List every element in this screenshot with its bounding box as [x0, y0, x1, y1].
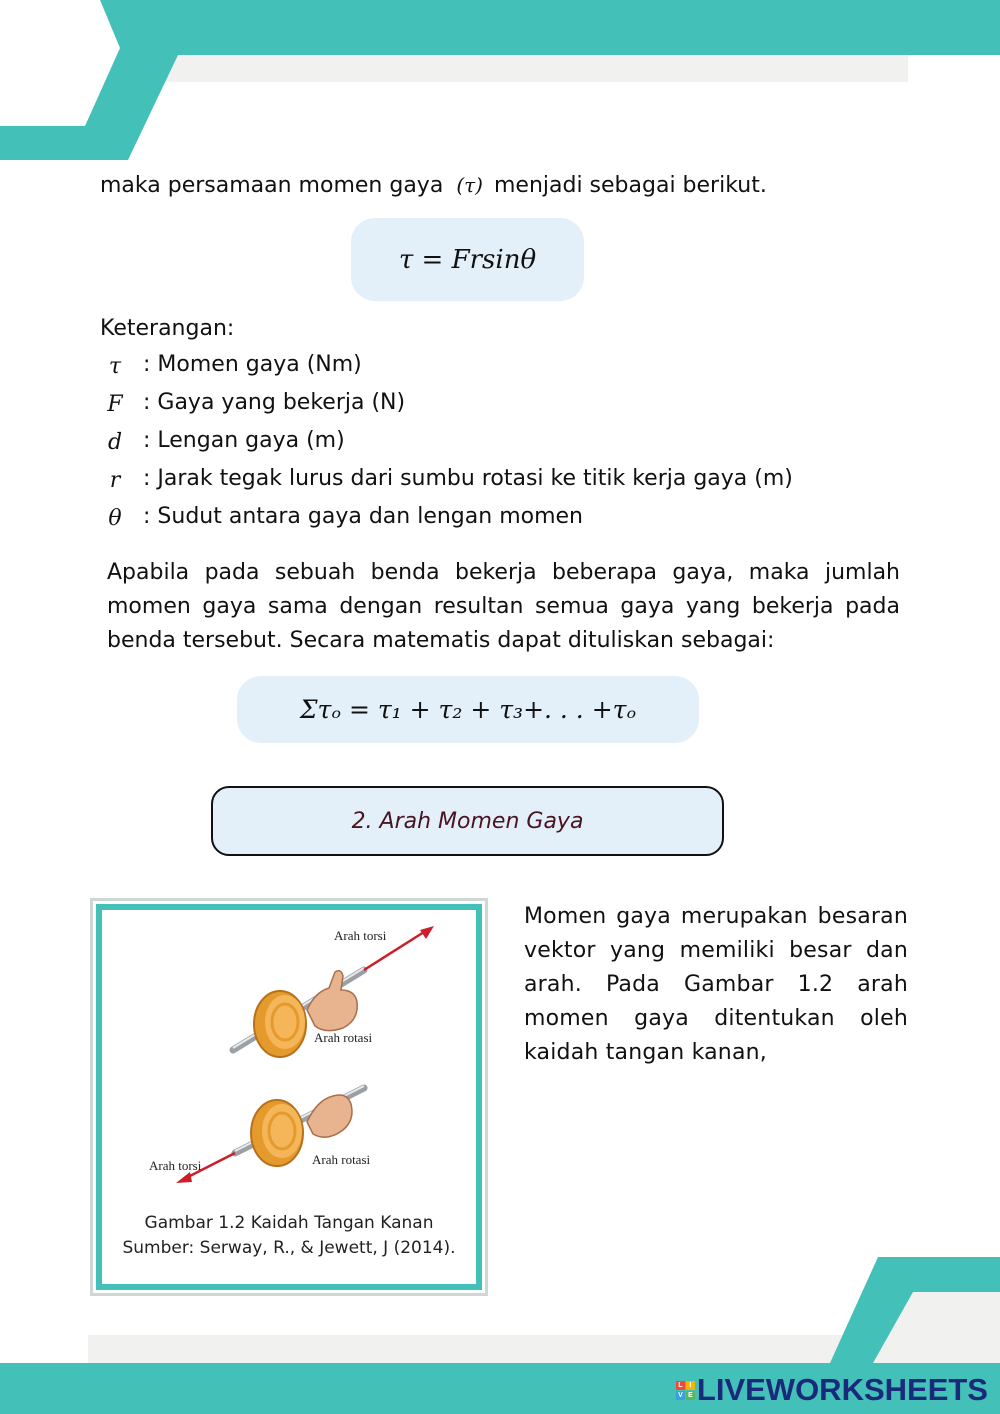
- bottom-torque-label: Arah torsi: [149, 1158, 202, 1173]
- sum-torque-formula-text: Στₒ = τ₁ + τ₂ + τ₃+. . . +τₒ: [299, 695, 637, 724]
- figure-inner: [96, 904, 482, 1290]
- right-hand-rule-illustration: [102, 910, 482, 1210]
- section-heading-text: 2. Arah Momen Gaya: [351, 808, 584, 834]
- tau-symbol: (τ): [456, 173, 483, 197]
- sum-torque-formula: [237, 676, 699, 743]
- intro-text-before: maka persamaan momen gaya: [100, 173, 444, 198]
- legend-symbol: θ: [108, 506, 122, 531]
- intro-text-after: menjadi sebagai berikut.: [493, 173, 767, 198]
- header-decoration: [0, 0, 1000, 165]
- top-torque-arrowhead: [420, 926, 434, 939]
- legend-symbol: F: [107, 392, 123, 417]
- bottom-rotation-label: Arah rotasi: [312, 1152, 371, 1167]
- logo-mark-letter: L: [676, 1381, 685, 1390]
- keterangan-title: Keterangan:: [100, 316, 235, 341]
- legend-desc: : Gaya yang bekerja (N): [143, 390, 406, 415]
- paragraph-torque-direction: Momen gaya merupakan besaran vektor yang memiliki besar dan arah. Pada Gambar 1.2 arah momen gaya ditentukan oleh kaidah tangan kanan,: [524, 904, 908, 1065]
- torque-formula-text: τ = Frsinθ: [398, 244, 537, 275]
- legend-symbol: τ: [108, 354, 122, 379]
- figure-frame: [90, 898, 488, 1296]
- header-gray-band: [158, 55, 908, 82]
- bottom-hand: [307, 1095, 352, 1137]
- logo-text: LIVEWORKSHEETS: [696, 1372, 988, 1407]
- legend-desc: : Lengan gaya (m): [143, 428, 345, 453]
- intro-sentence: [100, 173, 767, 198]
- logo-mark-letter: E: [686, 1391, 695, 1400]
- figure-caption-title: Gambar 1.2 Kaidah Tangan Kanan: [144, 1213, 434, 1233]
- legend-desc: : Momen gaya (Nm): [143, 352, 362, 377]
- top-rotation-label: Arah rotasi: [314, 1030, 373, 1045]
- top-torque-label: Arah torsi: [334, 928, 387, 943]
- torque-formula: [351, 218, 584, 301]
- logo-mark-icon: [676, 1381, 695, 1400]
- figure-caption-source: Sumber: Serway, R., & Jewett, J (2014).: [122, 1238, 456, 1258]
- liveworksheets-logo: [676, 1372, 988, 1408]
- legend-desc: : Sudut antara gaya dan lengan momen: [143, 504, 583, 529]
- paragraph-sum-of-torques: Apabila pada sebuah benda bekerja beberapa gaya, maka jumlah momen gaya sama dengan resultan semua gaya yang bekerja pada benda tersebut. Secara matematis dapat dituliskan sebagai:: [107, 560, 900, 653]
- legend-symbol: d: [107, 430, 123, 455]
- legend-desc: : Jarak tegak lurus dari sumbu rotasi ke titik kerja gaya (m): [143, 466, 793, 491]
- bottom-torque-arrowhead: [176, 1172, 192, 1183]
- logo-mark-letter: I: [686, 1381, 695, 1390]
- legend-symbol: r: [109, 468, 121, 493]
- logo-mark-letter: V: [676, 1391, 685, 1400]
- section-heading: [211, 786, 724, 856]
